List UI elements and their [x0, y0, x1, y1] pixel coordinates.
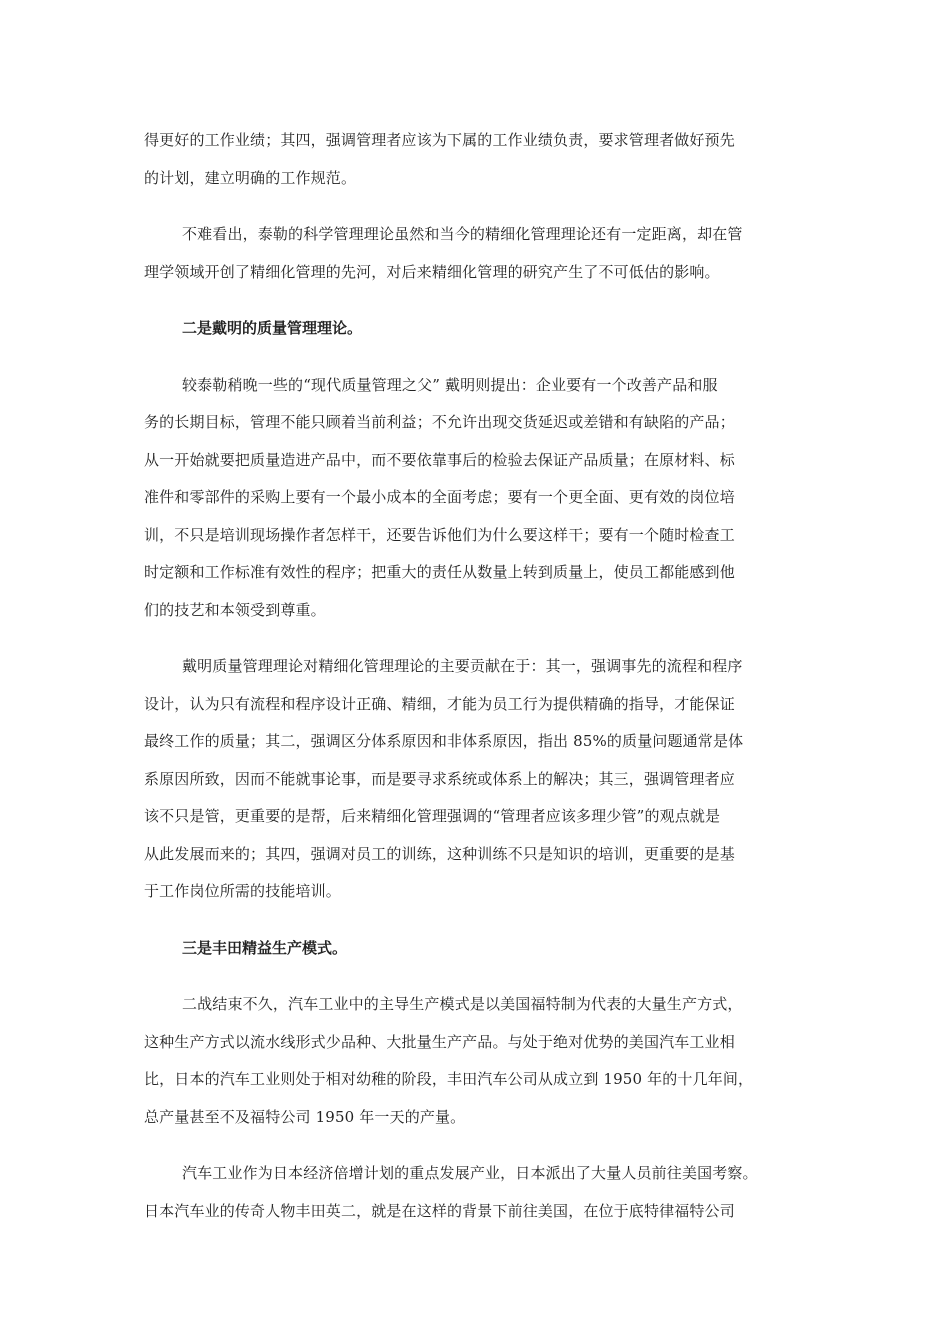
text-line: 准件和零部件的采购上要有一个最小成本的全面考虑；要有一个更全面、更有效的岗位培 — [144, 488, 735, 506]
text-line: 于工作岗位所需的技能培训。 — [144, 882, 341, 900]
section-heading-deming: 二是戴明的质量管理理论。 — [182, 319, 363, 337]
text-line: 最终工作的质量；其二，强调区分体系原因和非体系原因，指出 85%的质量问题通常是体 — [144, 732, 744, 750]
text-line: 系原因所致，因而不能就事论事，而是要寻求系统或体系上的解决；其三，强调管理者应 — [144, 769, 735, 788]
text-line: 总产量甚至不及福特公司 1950 年一天的产量。 — [144, 1107, 466, 1126]
paragraph-deming-theory — [144, 367, 814, 630]
section-heading-toyota: 三是丰田精益生产模式。 — [182, 938, 348, 957]
text-line: 戴明质量管理理论对精细化管理理论的主要贡献在于：其一，强调事先的流程和程序 — [182, 657, 743, 675]
text-line: 从一开始就要把质量造进产品中，而不要依靠事后的检验去保证产品质量；在原材料、标 — [144, 450, 735, 469]
text-line: 训，不只是培训现场操作者怎样干，还要告诉他们为什么要这样干；要有一个随时检查工 — [144, 525, 735, 544]
paragraph-continuation — [144, 122, 814, 197]
text-line: 理学领域开创了精细化管理的先河，对后来精细化管理的研究产生了不可低估的影响。 — [144, 262, 720, 281]
paragraph-deming-contribution — [144, 648, 814, 911]
text-line: 日本汽车业的传奇人物丰田英二，就是在这样的背景下前往美国，在位于底特律福特公司 — [144, 1201, 735, 1220]
text-line: 汽车工业作为日本经济倍增计划的重点发展产业，日本派出了大量人员前往美国考察。 — [182, 1164, 758, 1182]
document-body — [144, 122, 814, 1230]
text-line: 这种生产方式以流水线形式少品种、大批量生产产品。与处于绝对优势的美国汽车工业相 — [144, 1032, 735, 1051]
paragraph-taylor-summary — [144, 216, 814, 291]
text-line: 务的长期目标，管理不能只顾着当前利益；不允许出现交货延迟或差错和有缺陷的产品； — [144, 413, 735, 431]
paragraph-toyota-background — [144, 986, 814, 1136]
text-line: 们的技艺和本领受到尊重。 — [144, 600, 326, 619]
text-line: 从此发展而来的；其四，强调对员工的训练，这种训练不只是知识的培训，更重要的是基 — [144, 844, 735, 863]
text-line: 不难看出，泰勒的科学管理理论虽然和当今的精细化管理理论还有一定距离，却在管 — [182, 225, 743, 243]
text-line: 二战结束不久，汽车工业中的主导生产模式是以美国福特制为代表的大量生产方式， — [182, 995, 743, 1013]
text-line: 比，日本的汽车工业则处于相对幼稚的阶段，丰田汽车公司从成立到 1950 年的十几年间， — [144, 1070, 754, 1088]
text-line: 该不只是管，更重要的是帮，后来精细化管理强调的“管理者应该多理少管”的观点就是 — [144, 807, 721, 825]
text-line: 时定额和工作标准有效性的程序；把重大的责任从数量上转到质量上，使员工都能感到他 — [144, 563, 735, 581]
text-line: 较泰勒稍晚一些的“现代质量管理之父” 戴明则提出：企业要有一个改善产品和服 — [182, 375, 718, 394]
text-line: 设计，认为只有流程和程序设计正确、精细，才能为员工行为提供精确的指导，才能保证 — [144, 694, 735, 713]
text-line: 的计划，建立明确的工作规范。 — [144, 168, 357, 187]
text-line: 得更好的工作业绩；其四，强调管理者应该为下属的工作业绩负责，要求管理者做好预先 — [144, 131, 735, 149]
paragraph-toyota-us-visit — [144, 1155, 814, 1230]
